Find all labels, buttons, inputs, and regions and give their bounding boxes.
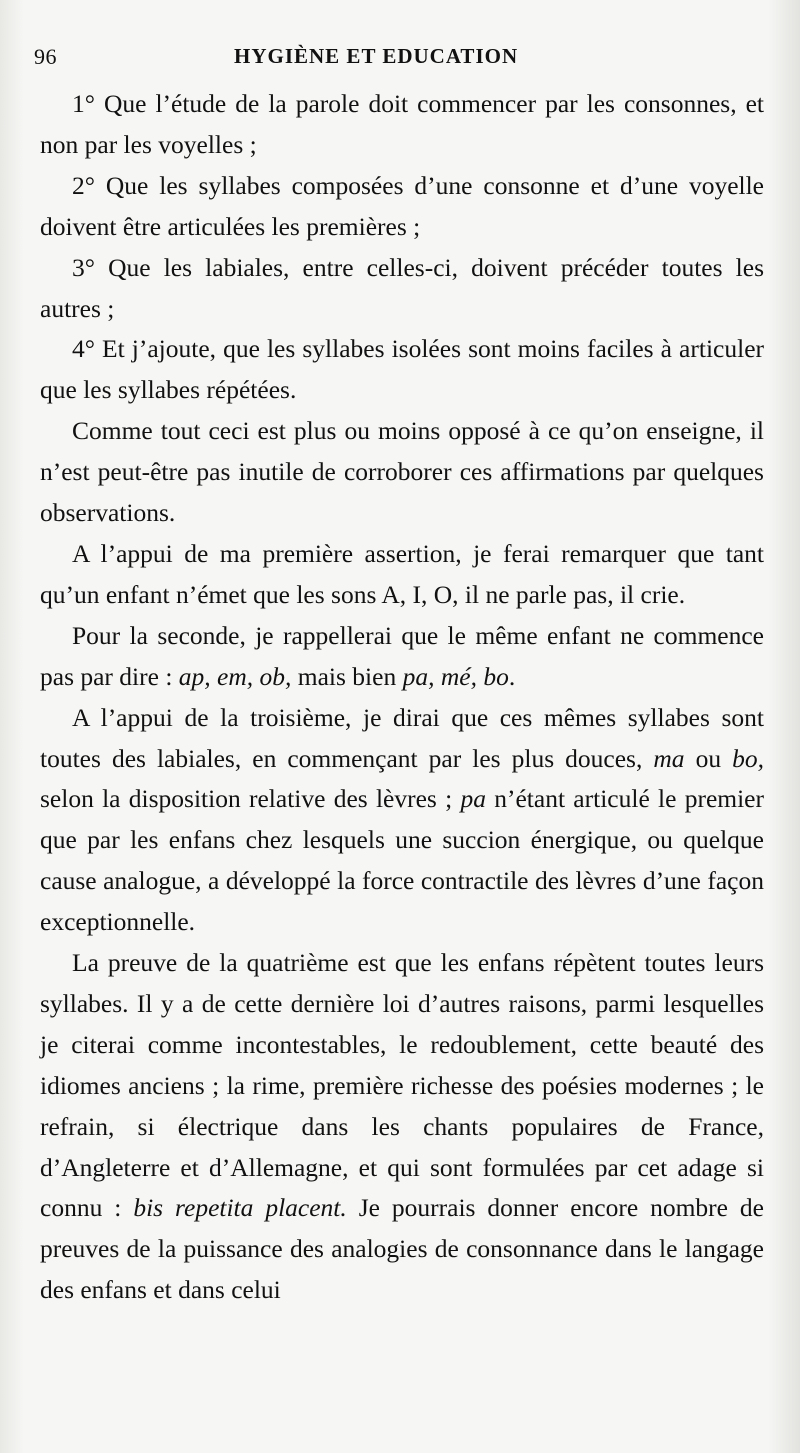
paragraph-4: 4° Et j’ajoute, que les syllabes isolées sont moins faciles à articuler que les syllabes répétées. (40, 334, 764, 405)
page-header (34, 40, 760, 74)
paragraph-8 (40, 698, 764, 943)
paragraph-8-text-b: ou (684, 743, 733, 773)
paragraph-7-text-c: . (508, 661, 516, 691)
paragraph-8-italic-b: bo, (732, 743, 765, 773)
paragraph-9-text-a: La preuve de la quatrième est que les enfans répètent toutes leurs syllabes. Il y a de cette dernière loi d’autres raisons, parmi lesquelles je citerai comme incontestables, le redoublement, cette beauté des idiomes anciens ; la rime, première richesse des poésies modernes ; le refrain, si électrique dans les chants populaires de France, d’Angleterre et d’Allemagne, et qui sont formulées par cet adage si connu : (40, 948, 764, 1223)
page-number: 96 (34, 44, 57, 69)
paragraph-3: 3° Que les labiales, entre celles-ci, doivent précéder toutes les autres ; (40, 252, 764, 323)
running-head: HYGIÈNE ET EDUCATION (234, 44, 519, 68)
paragraph-5: Comme tout ceci est plus ou moins opposé à ce qu’on enseigne, il n’est peut-être pas inutile de corroborer ces affirmations par quelques observations. (40, 416, 764, 528)
paragraph-8-text-c: selon la disposition relative des lèvres ; (40, 784, 461, 814)
paragraph-7-italic-a: ap, em, ob, (178, 661, 292, 691)
paragraph-7-italic-b: pa, mé, bo (402, 661, 509, 691)
paragraph-7-text-a: Pour la seconde, je rappellerai que le même enfant ne commence pas par dire : (40, 620, 764, 691)
paragraph-7-text-b: mais bien (291, 661, 403, 691)
paragraph-8-italic-c: pa (460, 784, 486, 814)
paragraph-6: A l’appui de ma première assertion, je ferai remarquer que tant qu’un enfant n’émet que les sons A, I, O, il ne parle pas, il crie. (40, 538, 764, 609)
paragraph-2: 2° Que les syllabes composées d’une consonne et d’une voyelle doivent être articulées les premières ; (40, 170, 764, 241)
paragraph-9-italic-a: bis repetita placent. (133, 1193, 347, 1223)
paragraph-8-text-a: A l’appui de la troisième, je dirai que ces mêmes syllabes sont toutes des labiales, en commençant par les plus douces, (40, 702, 764, 773)
paragraph-8-italic-a: ma (653, 743, 685, 773)
paragraph-7 (40, 616, 764, 698)
body-text (40, 84, 764, 1311)
paragraph-9-text-b: Je pourrais donner encore nombre de preuves de la puissance des analogies de consonnance dans le langage des enfans et dans celui (40, 1193, 765, 1305)
paragraph-9 (40, 943, 764, 1311)
paragraph-8-text-d: n’étant articulé le premier que par les enfans chez lesquels une succion énergique, ou quelque cause analogue, a développé la force contractile des lèvres d’une façon exceptionnelle. (40, 784, 764, 937)
paragraph-1: 1° Que l’étude de la parole doit commencer par les consonnes, et non par les voyelles ; (40, 89, 764, 159)
